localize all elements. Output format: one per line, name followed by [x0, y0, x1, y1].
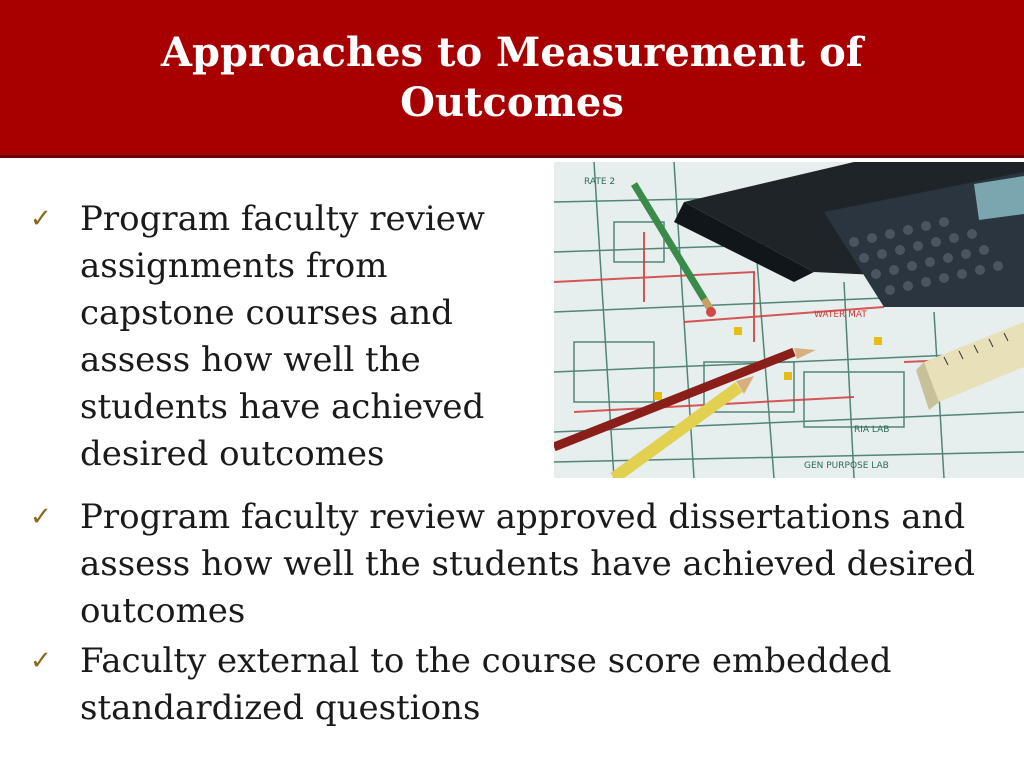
blueprint-photo — [554, 162, 1024, 478]
bullet-text: Faculty external to the course score embedded standardized questions — [80, 641, 892, 728]
bullet-item — [30, 494, 990, 635]
checkmark-icon: ✓ — [30, 204, 52, 234]
photo-label: RATE 2 — [584, 177, 616, 187]
photo-label: GEN PURPOSE LAB — [804, 461, 889, 471]
slide-title: Approaches to Measurement of Outcomes — [161, 28, 863, 126]
checkmark-icon: ✓ — [30, 646, 52, 676]
title-bar — [0, 0, 1024, 158]
photo-label: WATER MAT — [814, 310, 867, 320]
checkmark-icon: ✓ — [30, 502, 52, 532]
bullet-text: Program faculty review assignments from capstone courses and assess how well the students have achieved desired outcomes — [80, 199, 485, 474]
bullet-item — [30, 638, 990, 732]
bullet-text: Program faculty review approved dissertations and assess how well the students have achieved desired outcomes — [80, 497, 976, 631]
photo-label: RIA LAB — [854, 425, 890, 435]
bullet-item — [30, 196, 530, 478]
